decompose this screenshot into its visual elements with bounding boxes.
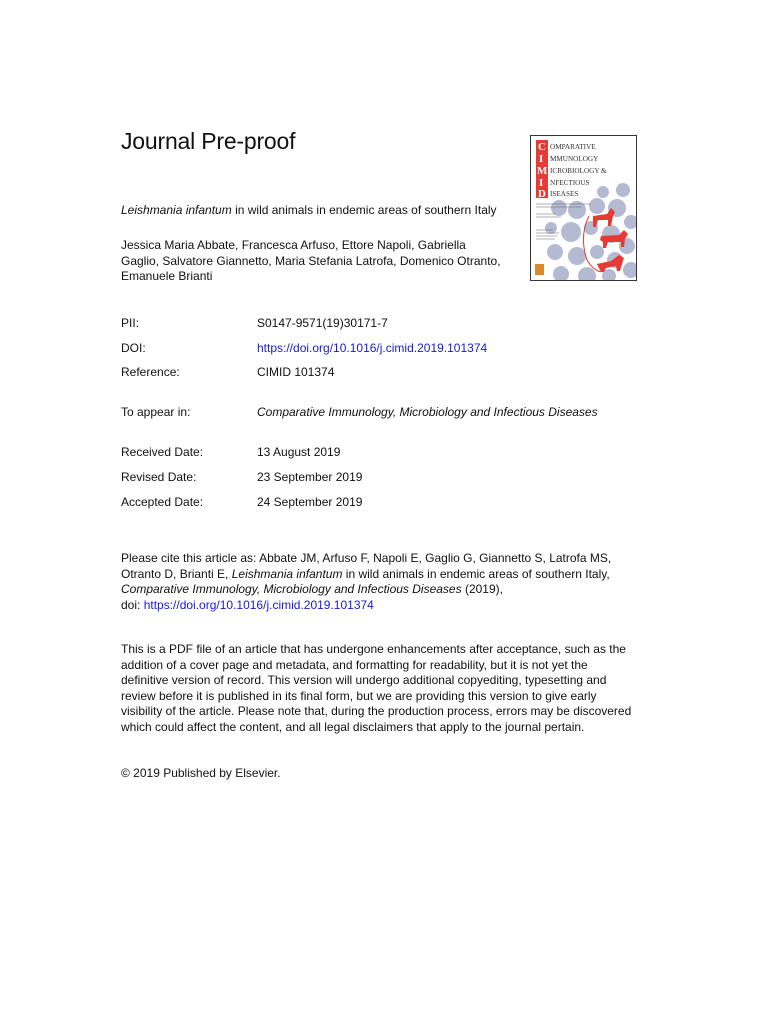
article-title-rest: in wild animals in endemic areas of southern Italy — [231, 203, 497, 217]
citation-year: (2019), — [461, 582, 503, 597]
notice-paragraph: This is a PDF file of an article that has undergone enhancements after acceptance, such as the addition of a cover page and metadata, and formatting for readability, but it is not yet the definitive version of record. This version will undergo additional copyediting, typesetting and review before it is published in its final form, but we are providing this version to give early visibility of the article. Please note that, during the production process, errors may be discovered which could affect the content, and all legal disclaimers that apply to the journal pertain. — [121, 642, 632, 734]
copyright-notice: © 2019 Published by Elsevier. — [121, 766, 281, 780]
publisher-logo — [535, 264, 544, 275]
citation-species: Leishmania infantum — [231, 566, 343, 581]
pii-value: S0147-9571(19)30171-7 — [257, 316, 388, 330]
revised-value: 23 September 2019 — [257, 470, 363, 484]
page-heading: Journal Pre-proof — [121, 128, 296, 154]
meta-row-appear — [121, 404, 681, 420]
accepted-label: Accepted Date: — [121, 495, 204, 509]
meta-row-accepted — [121, 494, 681, 510]
citation-journal: Comparative Immunology, Microbiology and Infectious Diseases — [121, 582, 462, 597]
meta-row-pii — [121, 315, 681, 331]
received-value: 13 August 2019 — [257, 445, 341, 459]
reference-label: Reference: — [121, 365, 180, 379]
article-authors: Jessica Maria Abbate, Francesca Arfuso, Ettore Napoli, Gabriella Gaglio, Salvatore Giannetto, Maria Stefania Latrofa, Domenico Otranto, Emanuele Brianti — [121, 238, 501, 283]
accepted-value: 24 September 2019 — [257, 495, 363, 509]
citation-doi-link[interactable]: https://doi.org/10.1016/j.cimid.2019.101374 — [143, 597, 374, 612]
received-label: Received Date: — [121, 445, 204, 459]
cover-word: ICROBIOLOGY & — [550, 167, 607, 175]
journal-cover-image — [530, 135, 637, 281]
meta-row-revised — [121, 469, 681, 485]
meta-row-received — [121, 444, 681, 460]
cover-initial: I — [539, 153, 544, 165]
citation-paragraph — [121, 551, 641, 613]
meta-row-reference — [121, 364, 681, 380]
cover-initial: I — [539, 177, 544, 189]
revised-label: Revised Date: — [121, 470, 197, 484]
cover-word: ISEASES — [550, 190, 579, 198]
doi-label: DOI: — [121, 341, 146, 355]
reference-value: CIMID 101374 — [257, 365, 335, 379]
cover-word: OMPARATIVE — [550, 143, 596, 151]
citation-title-rest: in wild animals in endemic areas of southern Italy, — [342, 566, 610, 581]
cover-word: NFECTIOUS — [550, 179, 590, 187]
cover-initial: C — [538, 141, 546, 153]
citation-intro: Please cite this article as: Abbate JM, Arfuso F, Napoli E, Gaglio G, Giannetto S, Latrofa MS, Otranto D, Brianti E, — [121, 551, 612, 581]
cover-initial: D — [538, 188, 546, 200]
cover-initial: M — [537, 165, 548, 177]
appear-label: To appear in: — [121, 405, 191, 419]
appear-value: Comparative Immunology, Microbiology and Infectious Diseases — [257, 405, 598, 419]
cover-word: MMUNOLOGY — [550, 155, 599, 163]
citation-doi-prefix: doi: — [121, 597, 144, 612]
pii-label: PII: — [121, 316, 140, 330]
cover-art — [531, 136, 636, 280]
meta-row-doi — [121, 340, 681, 356]
doi-link[interactable]: https://doi.org/10.1016/j.cimid.2019.101374 — [257, 341, 488, 355]
article-title — [121, 203, 497, 217]
article-title-species: Leishmania infantum — [121, 203, 232, 217]
